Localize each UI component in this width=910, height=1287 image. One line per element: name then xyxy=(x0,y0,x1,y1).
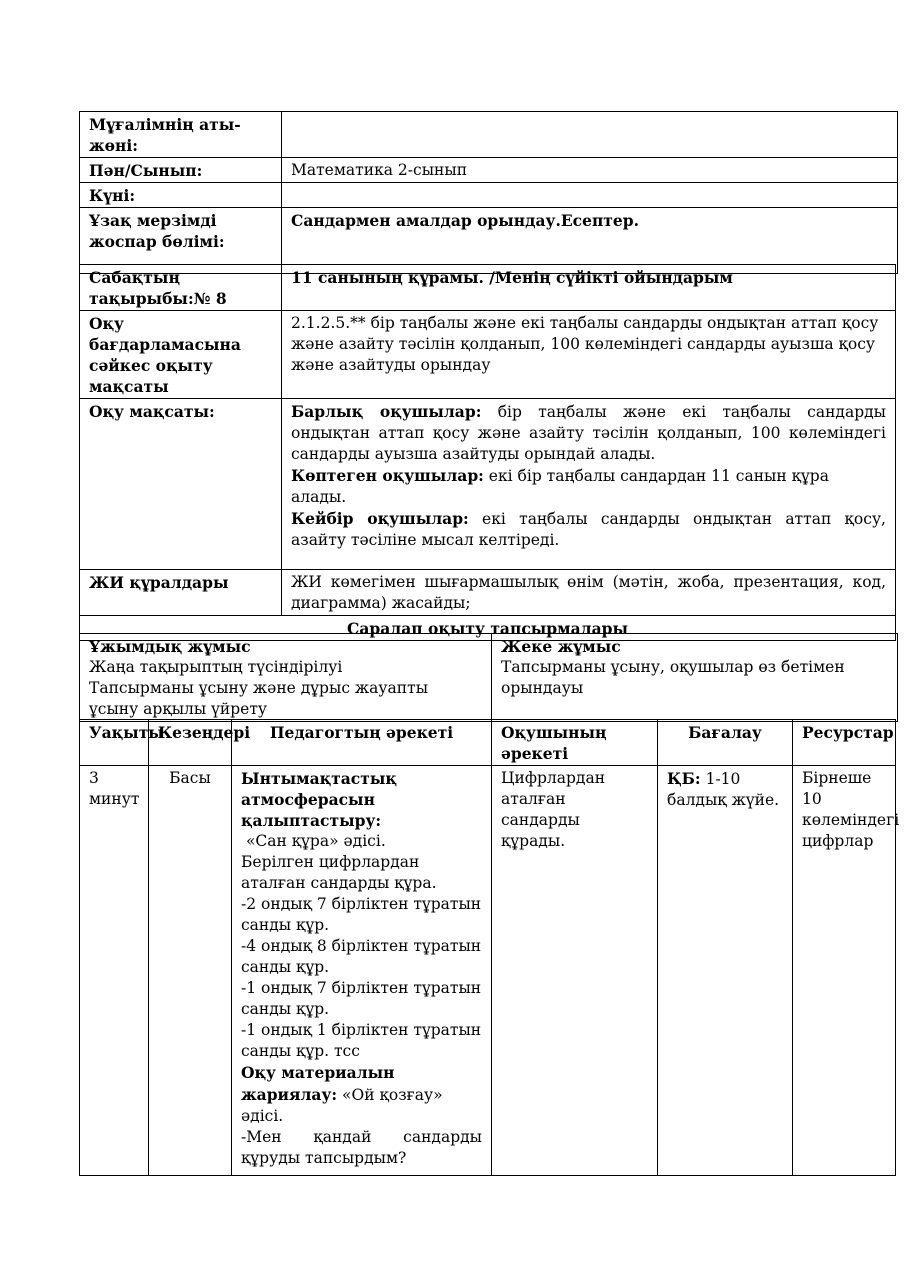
header-stage: Кезеңдері xyxy=(149,720,232,766)
teacher-value xyxy=(282,112,898,158)
row-student-action: Цифрлардан аталған сандарды құрады. xyxy=(492,766,658,1176)
header-student-action: Оқушының әрекеті xyxy=(492,720,658,766)
subject-value: Математика 2-сынып xyxy=(282,158,898,183)
date-value xyxy=(282,183,898,208)
topic-label: Сабақтың тақырыбы:№ 8 xyxy=(80,265,282,311)
program-goal-value: 2.1.2.5.** бір таңбалы және екі таңбалы сандарды ондықтан аттап қосу және азайту тәсілін қолданып, 100 көлеміндегі сандарды ауызша қосу және азайтуды орындау xyxy=(282,311,896,399)
teacher-material: Оқу материалын жариялау: «Ой қозғау» әдісі. xyxy=(241,1063,443,1125)
ai-tools-label: ЖИ құралдары xyxy=(80,570,282,616)
topic-value: 11 санының құрамы. /Менің сүйікті ойындарым xyxy=(282,265,896,311)
row-time: 3 минут xyxy=(80,766,149,1176)
individual-work-text: Тапсырманы ұсыну, оқушылар өз бетімен орындауы xyxy=(501,658,845,697)
individual-work-title: Жеке жұмыс xyxy=(501,637,621,656)
teacher-action-title: Ынтымақтастық атмосферасын қалыптастыру: xyxy=(241,769,397,830)
subject-label: Пән/Сынып: xyxy=(80,158,282,183)
header-teacher-action: Педагогтың әрекеті xyxy=(232,720,492,766)
teacher-action-intro: Берілген цифрлардан аталған сандарды құра. xyxy=(241,853,437,892)
teacher-action-method: «Сан құра» әдісі. xyxy=(241,832,386,850)
teacher-task: -1 ондық 7 бірліктен тұратын санды құр. xyxy=(241,979,482,1018)
table-row xyxy=(80,766,896,1176)
row-resources: Бірнеше 10 көлеміндегі цифрлар xyxy=(793,766,896,1176)
learning-goals-label: Оқу мақсаты: xyxy=(80,399,282,570)
teacher-task: -1 ондық 1 бірліктен тұратын санды құр. тсс xyxy=(241,1021,482,1060)
differentiation-title: Саралап оқыту тапсырмалары xyxy=(80,616,896,641)
plan-section-label: Ұзақ мерзімді жоспар бөлімі: xyxy=(80,208,282,274)
teacher-task: -4 ондық 8 бірліктен тұратын санды құр. xyxy=(241,937,482,976)
work-table xyxy=(79,633,898,722)
header-table xyxy=(79,111,898,274)
row-stage: Басы xyxy=(149,766,232,1176)
plan-section-value: Сандармен амалдар орындау.Есептер. xyxy=(282,208,898,274)
goal-many: Көптеген оқушылар: екі бір таңбалы сандардан 11 санын құра алады. xyxy=(291,466,829,506)
group-work-line-1: Жаңа тақырыптың түсіндірілуі xyxy=(89,658,343,676)
program-goal-label: Оқу бағдарламасына сәйкес оқыту мақсаты xyxy=(80,311,282,399)
header-time: Уақыты xyxy=(80,720,149,766)
header-resources: Ресурстар xyxy=(793,720,896,766)
individual-work-cell xyxy=(492,634,898,722)
teacher-question: -Мен қандай сандарды құруды тапсырдым? xyxy=(241,1128,482,1167)
group-work-title: Ұжымдық жұмыс xyxy=(89,637,251,656)
goal-all: Барлық оқушылар: бір таңбалы және екі таңбалы сандарды ондықтан аттап қосу және азайту тәсілін қолданып, 100 көлеміндегі сандарды ауызша азайтуды орындай алады. xyxy=(291,402,887,463)
plan-table xyxy=(79,719,900,1176)
group-work-cell xyxy=(80,634,492,722)
group-work-line-2: Тапсырманы ұсыну және дұрыс жауапты ұсыну арқылы үйрету xyxy=(89,679,429,718)
ai-tools-value: ЖИ көмегімен шығармашылық өнім (мәтін, жоба, презентация, код, диаграмма) жасайды; xyxy=(282,570,896,616)
row-assessment: ҚБ: 1-10 балдық жүйе. xyxy=(658,766,793,1176)
learning-goals-value xyxy=(282,399,896,570)
goal-some: Кейбір оқушылар: екі таңбалы сандарды ондықтан аттап қосу, азайту тәсіліне мысал келтіреді. xyxy=(291,509,886,549)
teacher-label: Мұғалімнің аты-жөні: xyxy=(80,112,282,158)
teacher-task: -2 ондық 7 бірліктен тұратын санды құр. xyxy=(241,895,482,934)
lesson-table xyxy=(79,264,896,641)
date-label: Күні: xyxy=(80,183,282,208)
header-assessment: Бағалау xyxy=(658,720,793,766)
row-teacher-action xyxy=(232,766,492,1176)
